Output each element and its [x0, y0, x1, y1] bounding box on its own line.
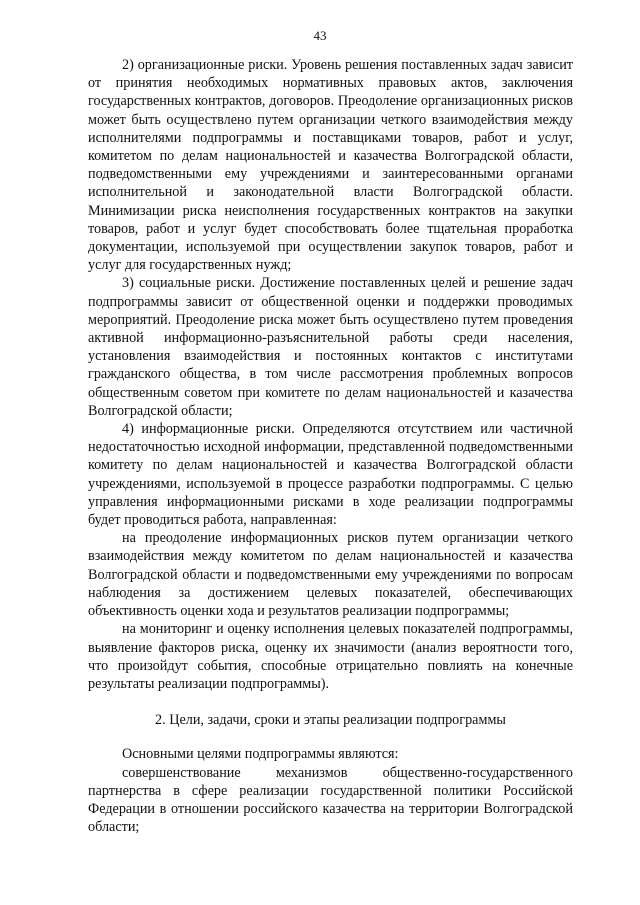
- paragraph-organizational-risks: 2) организационные риски. Уровень решения поставленных задач зависит от принятия необходимых нормативных правовых актов, заключения государственных контрактов, договоров. Преодоление организационных рисков может быть осуществлено путем организации четкого взаимодействия между исполнителями подпрограммы и поставщиками товаров, работ и услуг, комитетом по делам национальностей и казачества Волгоградской области, подведомственными ему учреждениями и заинтересованными органами исполнительной и законодательной власти Волгоградской области. Минимизации риска неисполнения государственных контрактов на закупки товаров, работ и услуг будет способствовать более тщательная проработка документации, используемой при осуществлении закупок товаров, работ и услуг для государственных нужд;: [88, 57, 573, 274]
- paragraph-partnership-improvement: совершенствование механизмов общественно-государственного партнерства в сфере реализации государственной политики Российской Федерации в отношении российского казачества на территории Волгоградской области;: [88, 764, 573, 836]
- paragraph-monitoring: на мониторинг и оценку исполнения целевых показателей подпрограммы, выявление факторов риска, оценку их значимости (анализ вероятности того, что произойдут события, способные отрицательно повлиять на конечные результаты реализации подпрограммы).: [88, 621, 573, 692]
- section-heading: 2. Цели, задачи, сроки и этапы реализации подпрограммы: [155, 712, 506, 729]
- page-number: 43: [313, 28, 327, 43]
- paragraph-social-risks: 3) социальные риски. Достижение поставленных целей и решение задач подпрограммы зависит от общественной оценки и поддержки проводимых мероприятий. Преодоление риска может быть осуществлено путем проведения активной информационно-разъяснительной работы среди населения, установления взаимодействия и постоянных контактов с институтами гражданского общества, в том числе рассмотрения проблемных вопросов общественным советом при комитете по делам национальностей и казачества Волгоградской области;: [88, 275, 573, 419]
- paragraph-main-goals: Основными целями подпрограммы являются:: [122, 746, 399, 763]
- document-body: [88, 56, 573, 836]
- paragraph-overcoming-information-risks: на преодоление информационных рисков путем организации четкого взаимодействия между комитетом по делам национальностей и казачества Волгоградской области и подведомственными ему учреждениями по вопросам наблюдения за достижением целевых показателей, обеспечивающих объективность оценки хода и результатов реализации подпрограммы;: [88, 530, 573, 620]
- paragraph-information-risks: 4) информационные риски. Определяются отсутствием или частичной недостаточностью исходной информации, представленной подведомственными комитету по делам национальностей и казачества Волгоградской области учреждениями, используемой в процессе разработки подпрограммы. С целью управления информационными рисками в ходе реализации подпрограммы будет проводиться работа, направленная:: [88, 421, 573, 529]
